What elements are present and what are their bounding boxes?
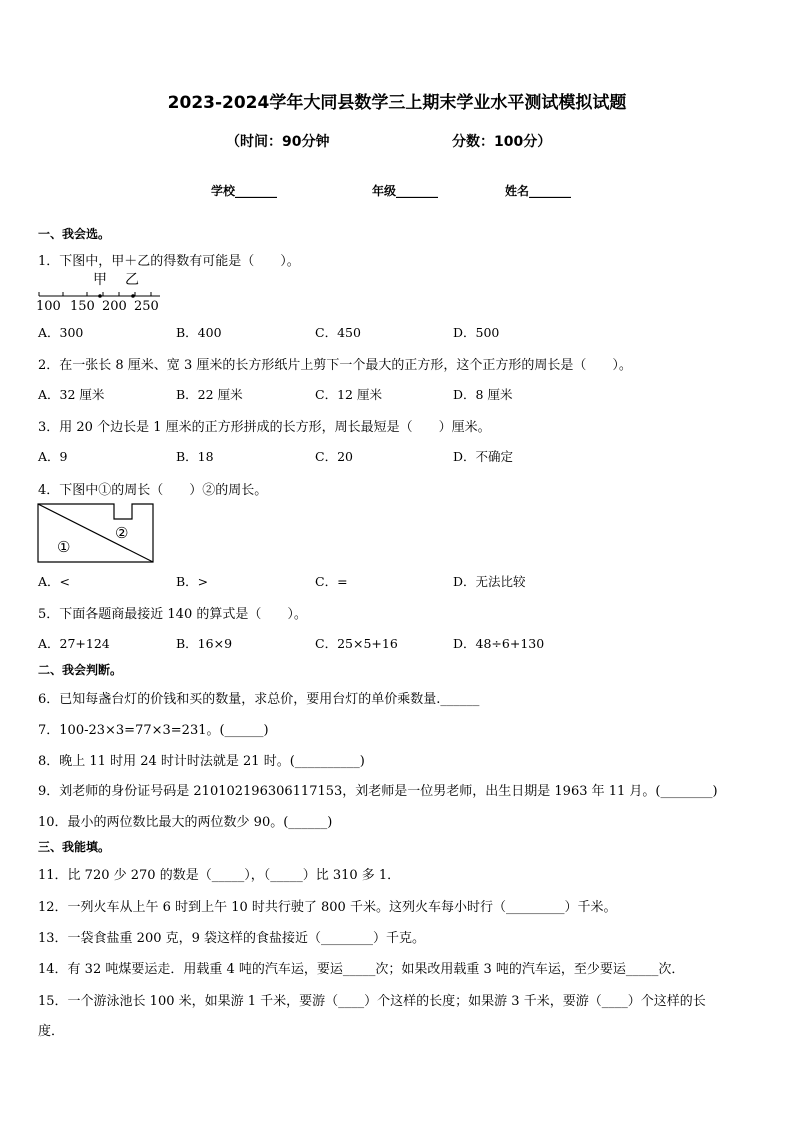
page-title: 2023-2024学年大同县数学三上期末学业水平测试模拟试题: [167, 93, 627, 113]
q5-option-d[interactable]: D．48÷6+130: [453, 636, 545, 651]
number-line-tick-label: 150: [70, 299, 95, 314]
q2-option-d[interactable]: D．8 厘米: [453, 387, 513, 402]
q4-option-c[interactable]: C．=: [315, 574, 348, 589]
q4-option-d[interactable]: D．无法比较: [453, 574, 526, 589]
diagonal-line: [38, 504, 153, 562]
q3-option-a[interactable]: A．9: [38, 449, 68, 464]
number-line-tick-label: 250: [134, 299, 159, 314]
exam-score: 分数：100分）: [452, 134, 552, 150]
q3-option-b[interactable]: B．18: [176, 449, 214, 464]
question-15-continued: 度．: [38, 1024, 65, 1039]
number-line-label-jia: 甲: [93, 272, 107, 288]
rectangle-division-figure: [37, 502, 157, 564]
q1-option-c[interactable]: C．450: [315, 325, 361, 340]
question-13: 13．一袋食盐重 200 克，9 袋这样的食盐接近（________）千克。: [38, 931, 426, 946]
q1-option-b[interactable]: B．400: [176, 325, 222, 340]
q1-option-d[interactable]: D．500: [453, 325, 500, 340]
section-heading-judge: 二、我会判断。: [38, 663, 123, 677]
question-14: 14．有 32 吨煤要运走．用载重 4 吨的汽车运，要运_____次；如果改用载重 3 吨的汽车运，至少要运_____次．: [38, 962, 685, 977]
section-heading-fill: 三、我能填。: [38, 840, 111, 854]
name-field[interactable]: 姓名_______: [505, 184, 572, 198]
question-15: 15．一个游泳池长 100 米，如果游 1 千米，要游（____）个这样的长度；如果游 3 千米，要游（____）个这样的长: [38, 994, 706, 1009]
number-line-point-jia: [98, 294, 102, 298]
question-6: 6．已知每盏台灯的价钱和买的数量，求总价，要用台灯的单价乘数量.______: [38, 692, 480, 707]
question-5: 5．下面各题商最接近 140 的算式是（ ）。: [38, 607, 307, 622]
q5-option-a[interactable]: A．27+124: [38, 636, 110, 651]
question-1: 1．下图中，甲＋乙的得数有可能是（ ）。: [38, 254, 300, 269]
q3-option-c[interactable]: C．20: [315, 449, 353, 464]
question-8: 8．晚上 11 时用 24 时计时法就是 21 时。(__________): [38, 754, 365, 769]
question-11: 11．比 720 少 270 的数是（_____），（_____）比 310 多 1．: [38, 868, 401, 883]
q4-option-b[interactable]: B．>: [176, 574, 209, 589]
question-9: 9．刘老师的身份证号码是 210102196306117153，刘老师是一位男老师，出生日期是 1963 年 11 月。(________): [38, 784, 718, 799]
school-field[interactable]: 学校_______: [211, 184, 278, 198]
number-line-point-yi: [131, 294, 135, 298]
question-4: 4．下图中①的周长（ ）②的周长。: [38, 483, 268, 498]
question-10: 10．最小的两位数比最大的两位数少 90。(______): [38, 815, 333, 830]
question-12: 12．一列火车从上午 6 时到上午 10 时共行驶了 800 千米。这列火车每小时行（_________）千米。: [38, 900, 617, 915]
q2-option-b[interactable]: B．22 厘米: [176, 387, 243, 402]
number-line-figure: [36, 270, 166, 314]
grade-field[interactable]: 年级_______: [372, 184, 439, 198]
q1-option-a[interactable]: A．300: [38, 325, 84, 340]
number-line-tick-label: 100: [36, 299, 61, 314]
region-label-2: ②: [115, 524, 129, 542]
q3-option-d[interactable]: D．不确定: [453, 449, 514, 464]
question-2: 2．在一张长 8 厘米、宽 3 厘米的长方形纸片上剪下一个最大的正方形，这个正方形的周长是（ ）。: [38, 358, 632, 373]
number-line-label-yi: 乙: [125, 272, 139, 288]
q2-option-c[interactable]: C．12 厘米: [315, 387, 382, 402]
question-7: 7．100-23×3=77×3=231。(______): [38, 723, 269, 738]
number-line-tick-label: 200: [102, 299, 127, 314]
q5-option-b[interactable]: B．16×9: [176, 636, 233, 651]
question-3: 3．用 20 个边长是 1 厘米的正方形拼成的长方形，周长最短是（ ）厘米。: [38, 420, 491, 435]
q5-option-c[interactable]: C．25×5+16: [315, 636, 398, 651]
region-label-1: ①: [57, 538, 71, 556]
section-heading-choice: 一、我会选。: [38, 227, 111, 241]
q2-option-a[interactable]: A．32 厘米: [38, 387, 105, 402]
exam-time: （时间：90分钟: [226, 134, 330, 150]
q4-option-a[interactable]: A．<: [38, 574, 71, 589]
